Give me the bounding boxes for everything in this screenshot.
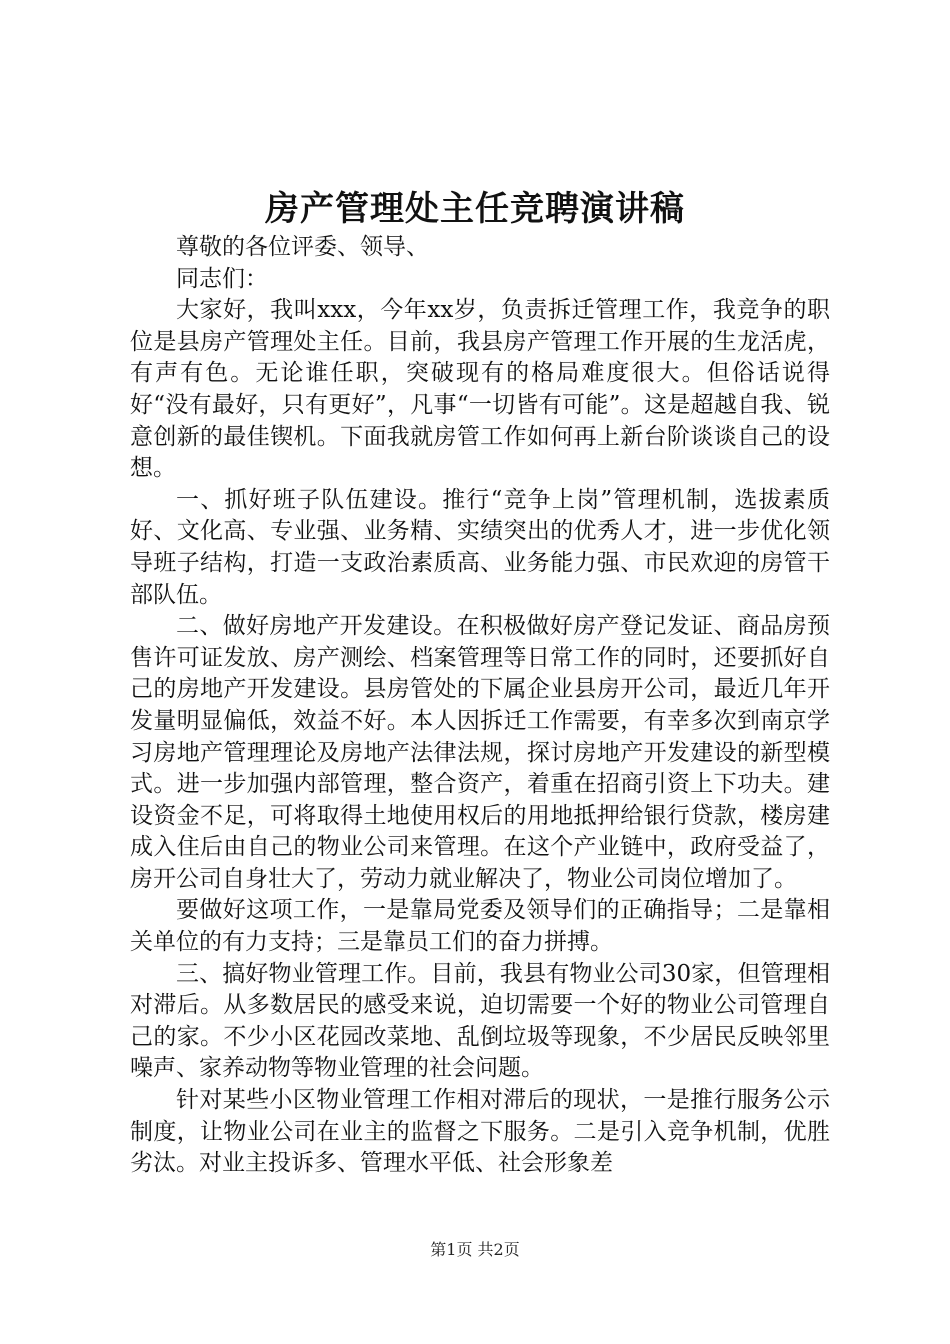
paragraph-section-3: 三、搞好物业管理工作。目前，我县有物业公司30家，但管理相对滞后。从多数居民的感受来说，迫切需要一个好的物业公司管理自己的家。不少小区花园改菜地、乱倒垃圾等现象，不少居民反映邻里噪声、家养动物等物业管理的社会问题。 (130, 960, 830, 1082)
salutation-line-2: 同志们： (176, 265, 268, 292)
document-title: 房产管理处主任竞聘演讲稿 (265, 189, 685, 229)
paragraph-section-2-support: 要做好这项工作，一是靠局党委及领导们的正确指导；二是靠相关单位的有力支持；三是靠员工们的奋力拼搏。 (130, 897, 830, 956)
paragraph-introduction: 大家好，我叫xxx，今年xx岁，负责拆迁管理工作，我竞争的职位是县房产管理处主任。目前，我县房产管理工作开展的生龙活虎，有声有色。无论谁任职，突破现有的格局难度很大。但俗话说得好“没有最好，只有更好”，凡事“一切皆有可能”。这是超越自我、锐意创新的最佳锲机。下面我就房管工作如何再上新台阶谈谈自己的设想。 (130, 297, 830, 482)
document-body (130, 232, 830, 1180)
paragraph-section-1: 一、抓好班子队伍建设。推行“竞争上岗”管理机制，选拔素质好、文化高、专业强、业务精、实绩突出的优秀人才，进一步优化领导班子结构，打造一支政治素质高、业务能力强、市民欢迎的房管干部队伍。 (130, 486, 830, 608)
salutation-line-1: 尊敬的各位评委、领导、 (176, 234, 429, 260)
paragraph-section-3-measures: 针对某些小区物业管理工作相对滞后的现状，一是推行服务公示制度，让物业公司在业主的监督之下服务。二是引入竞争机制，优胜劣汰。对业主投诉多、管理水平低、社会形象差 (130, 1087, 830, 1177)
paragraph-section-2: 二、做好房地产开发建设。在积极做好房产登记发证、商品房预售许可证发放、房产测绘、档案管理等日常工作的同时，还要抓好自己的房地产开发建设。县房管处的下属企业县房开公司，最近几年开发量明显偏低，效益不好。本人因拆迁工作需要，有幸多次到南京学习房地产管理理论及房地产法律法规，探讨房地产开发建设的新型模式。进一步加强内部管理，整合资产，着重在招商引资上下功夫。建设资金不足，可将取得土地使用权后的用地抵押给银行贷款，楼房建成入住后由自己的物业公司来管理。在这个产业链中，政府受益了，房开公司自身壮大了，劳动力就业解决了，物业公司岗位增加了。 (130, 613, 830, 892)
page-number-footer: 第1页 共2页 (430, 1240, 520, 1259)
